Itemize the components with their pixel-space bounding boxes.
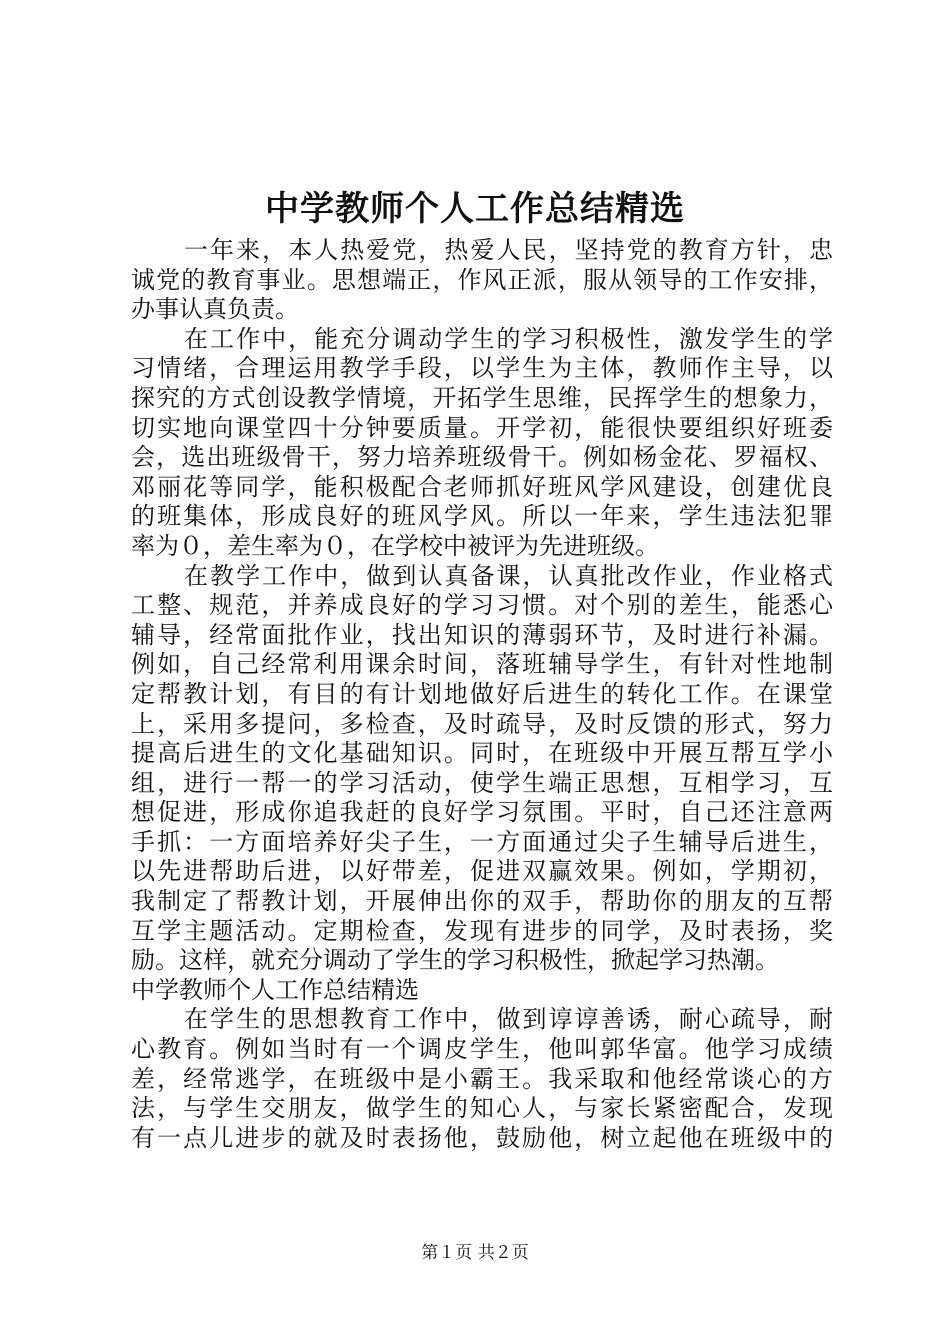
body-line: 例如，自己经常利用课余时间，落班辅导学生，有针对性地制: [131, 650, 833, 679]
body-line: 在学生的思想教育工作中，做到谆谆善诱，耐心疏导，耐: [184, 1005, 833, 1034]
body-line: 在工作中，能充分调动学生的学习积极性，激发学生的学: [184, 324, 833, 353]
body-line: 励。这样，就充分调动了学生的学习积极性，掀起学习热潮。: [131, 946, 779, 975]
body-line: 定帮教计划，有目的有计划地做好后进生的转化工作。在课堂: [131, 679, 833, 708]
body-line: 会，选出班级骨干，努力培养班级骨干。例如杨金花、罗福权、: [131, 443, 833, 472]
body-line: 差，经常逃学，在班级中是小霸王。我采取和他经常谈心的方: [131, 1064, 833, 1093]
body-line: 心教育。例如当时有一个调皮学生，他叫郭华富。他学习成绩: [131, 1035, 833, 1064]
body-line: 上，采用多提问，多检查，及时疏导，及时反馈的形式，努力: [131, 709, 833, 738]
page-footer: 第１页 共２页: [421, 1243, 529, 1263]
body-line: 在教学工作中，做到认真备课，认真批改作业，作业格式: [184, 561, 833, 590]
body-line: 有一点儿进步的就及时表扬他，鼓励他，树立起他在班级中的: [131, 1123, 833, 1152]
body-line: 办事认真负责。: [131, 295, 299, 324]
body-line: 想促进，形成你追我赶的良好学习氛围。平时，自己还注意两: [131, 798, 833, 827]
document-body: [131, 236, 833, 1153]
body-line: 的班集体，形成良好的班风学风。所以一年来，学生违法犯罪: [131, 502, 833, 531]
body-line: 探究的方式创设教学情境，开拓学生思维，民挥学生的想象力，: [131, 383, 833, 412]
body-line: 率为０，差生率为０，在学校中被评为先进班级。: [131, 531, 659, 560]
document-title: 中学教师个人工作总结精选: [265, 189, 685, 229]
inline-heading: 中学教师个人工作总结精选: [131, 975, 419, 1004]
body-line: 法，与学生交朋友，做学生的知心人，与家长紧密配合，发现: [131, 1094, 833, 1123]
body-line: 辅导，经常面批作业，找出知识的薄弱环节，及时进行补漏。: [131, 620, 833, 649]
body-line: 提高后进生的文化基础知识。同时，在班级中开展互帮互学小: [131, 739, 833, 768]
body-line: 一年来，本人热爱党，热爱人民，坚持党的教育方针，忠: [184, 236, 833, 264]
body-line: 习情绪，合理运用教学手段，以学生为主体，教师作主导，以: [131, 354, 833, 383]
body-line: 诚党的教育事业。思想端正，作风正派，服从领导的工作安排，: [131, 265, 833, 294]
body-line: 我制定了帮教计划，开展伸出你的双手，帮助你的朋友的互帮: [131, 887, 833, 916]
body-line: 切实地向课堂四十分钟要质量。开学初，能很快要组织好班委: [131, 413, 833, 442]
body-line: 组，进行一帮一的学习活动，使学生端正思想，互相学习，互: [131, 768, 833, 797]
body-line: 邓丽花等同学，能积极配合老师抓好班风学风建设，创建优良: [131, 472, 833, 501]
body-line: 手抓：一方面培养好尖子生，一方面通过尖子生辅导后进生，: [131, 827, 833, 856]
body-line: 以先进帮助后进，以好带差，促进双赢效果。例如，学期初，: [131, 857, 833, 886]
body-line: 互学主题活动。定期检查，发现有进步的同学，及时表扬，奖: [131, 916, 833, 945]
body-line: 工整、规范，并养成良好的学习习惯。对个别的差生，能悉心: [131, 591, 833, 620]
